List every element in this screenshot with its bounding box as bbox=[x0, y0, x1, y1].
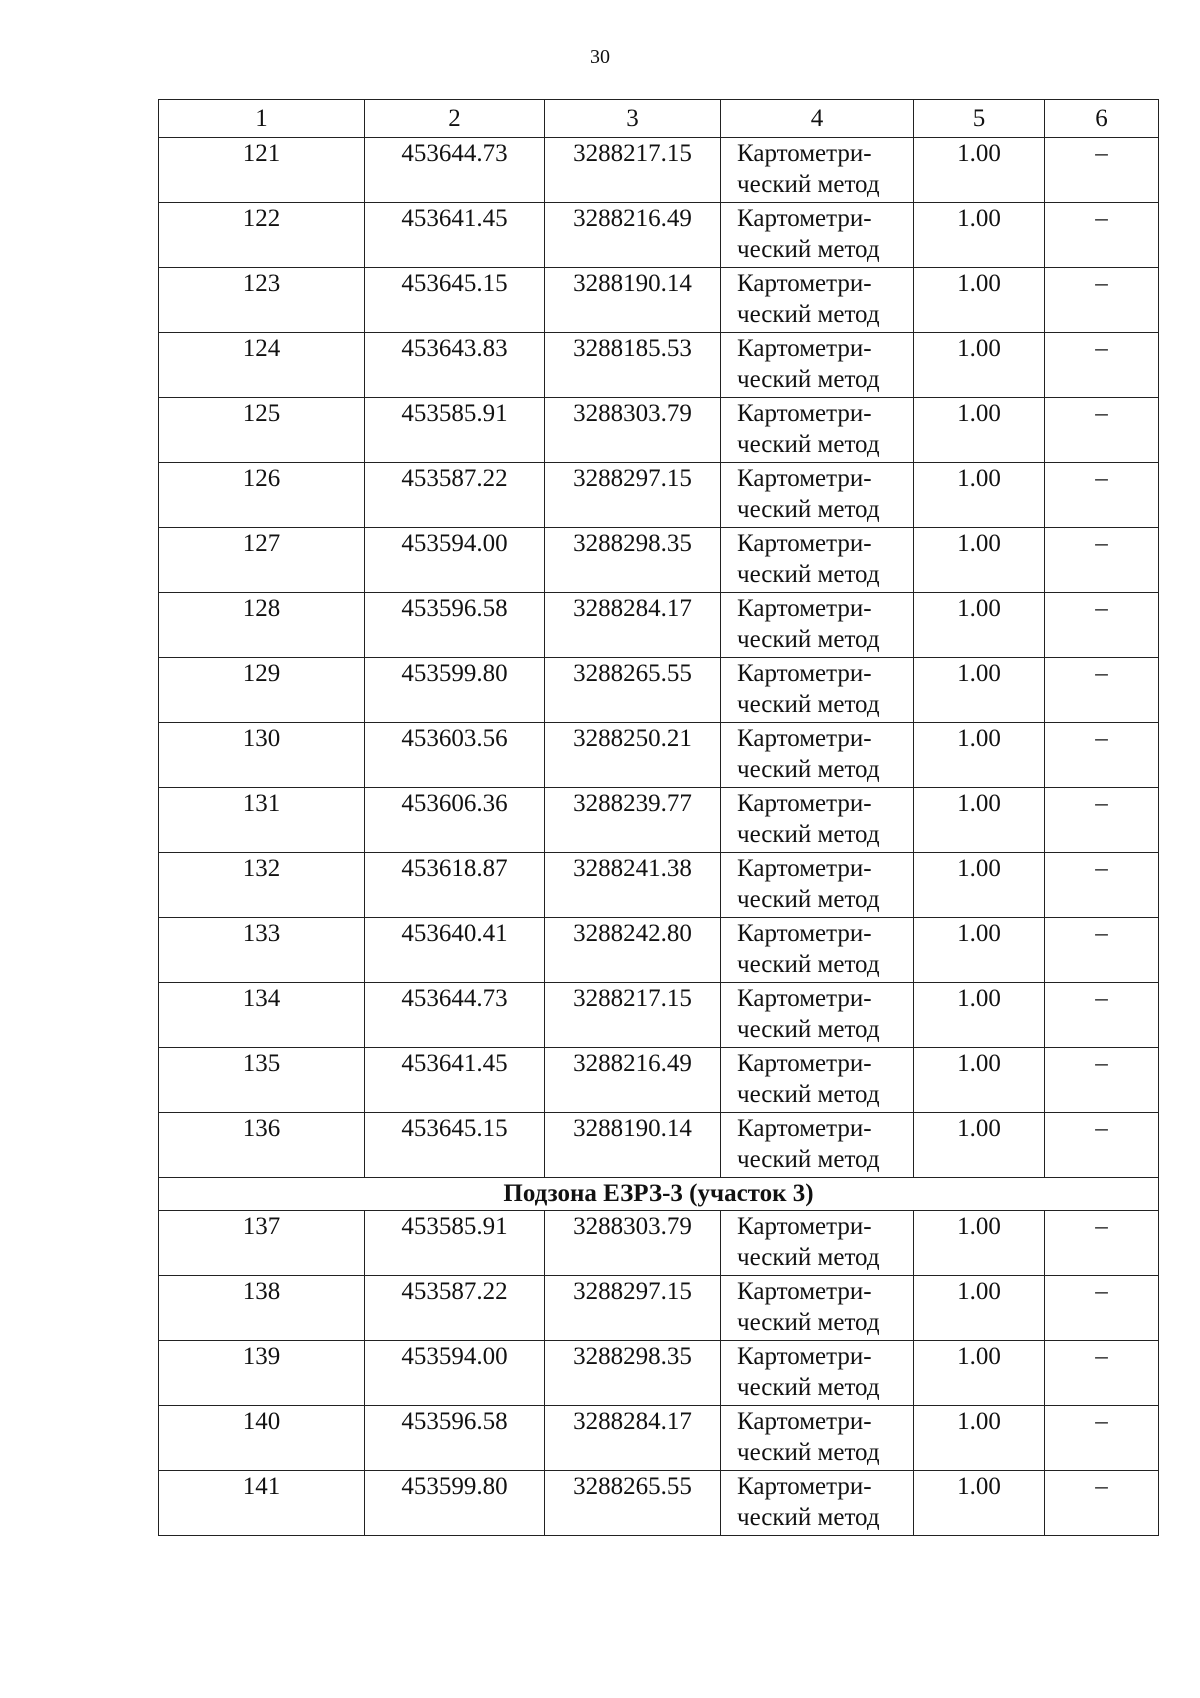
point-number-cell: 128 bbox=[159, 593, 365, 658]
method-cell bbox=[721, 138, 914, 203]
method-line-2: ческий метод bbox=[737, 756, 880, 783]
point-number-cell: 133 bbox=[159, 918, 365, 983]
column-header-2: 2 bbox=[365, 100, 545, 138]
y-coordinate-cell: 3288250.21 bbox=[545, 723, 721, 788]
accuracy-cell: 1.00 bbox=[914, 398, 1045, 463]
table-row bbox=[159, 593, 1159, 658]
point-number-cell: 134 bbox=[159, 983, 365, 1048]
table-row bbox=[159, 268, 1159, 333]
table-row bbox=[159, 983, 1159, 1048]
accuracy-cell: 1.00 bbox=[914, 658, 1045, 723]
note-cell: – bbox=[1045, 788, 1159, 853]
method-cell bbox=[721, 268, 914, 333]
y-coordinate-cell: 3288239.77 bbox=[545, 788, 721, 853]
method-line-1: Картометри- bbox=[737, 985, 872, 1012]
method-line-2: ческий метод bbox=[737, 1504, 880, 1531]
note-cell: – bbox=[1045, 1341, 1159, 1406]
x-coordinate-cell: 453596.58 bbox=[365, 1406, 545, 1471]
method-line-2: ческий метод bbox=[737, 1146, 880, 1173]
table-row bbox=[159, 463, 1159, 528]
accuracy-cell: 1.00 bbox=[914, 1211, 1045, 1276]
column-header-4: 4 bbox=[721, 100, 914, 138]
point-number-cell: 126 bbox=[159, 463, 365, 528]
method-cell bbox=[721, 333, 914, 398]
table-row bbox=[159, 203, 1159, 268]
method-cell bbox=[721, 1048, 914, 1113]
accuracy-cell: 1.00 bbox=[914, 203, 1045, 268]
point-number-cell: 131 bbox=[159, 788, 365, 853]
method-line-1: Картометри- bbox=[737, 530, 872, 557]
table-row bbox=[159, 1276, 1159, 1341]
method-line-1: Картометри- bbox=[737, 855, 872, 882]
accuracy-cell: 1.00 bbox=[914, 1341, 1045, 1406]
point-number-cell: 127 bbox=[159, 528, 365, 593]
method-cell bbox=[721, 1471, 914, 1536]
point-number-cell: 121 bbox=[159, 138, 365, 203]
method-line-2: ческий метод bbox=[737, 431, 880, 458]
table-row bbox=[159, 723, 1159, 788]
method-line-2: ческий метод bbox=[737, 691, 880, 718]
accuracy-cell: 1.00 bbox=[914, 1406, 1045, 1471]
table-row bbox=[159, 1048, 1159, 1113]
y-coordinate-cell: 3288217.15 bbox=[545, 138, 721, 203]
method-cell bbox=[721, 853, 914, 918]
x-coordinate-cell: 453643.83 bbox=[365, 333, 545, 398]
y-coordinate-cell: 3288298.35 bbox=[545, 528, 721, 593]
note-cell: – bbox=[1045, 203, 1159, 268]
x-coordinate-cell: 453585.91 bbox=[365, 1211, 545, 1276]
x-coordinate-cell: 453585.91 bbox=[365, 398, 545, 463]
accuracy-cell: 1.00 bbox=[914, 593, 1045, 658]
section-title-row bbox=[159, 1178, 1159, 1211]
y-coordinate-cell: 3288185.53 bbox=[545, 333, 721, 398]
column-header-3: 3 bbox=[545, 100, 721, 138]
note-cell: – bbox=[1045, 398, 1159, 463]
method-line-1: Картометри- bbox=[737, 790, 872, 817]
column-header-1: 1 bbox=[159, 100, 365, 138]
table-row bbox=[159, 1113, 1159, 1178]
method-cell bbox=[721, 463, 914, 528]
table-row bbox=[159, 398, 1159, 463]
method-line-2: ческий метод bbox=[737, 1309, 880, 1336]
table-row bbox=[159, 1471, 1159, 1536]
table-row bbox=[159, 528, 1159, 593]
method-line-1: Картометри- bbox=[737, 1278, 872, 1305]
x-coordinate-cell: 453618.87 bbox=[365, 853, 545, 918]
point-number-cell: 137 bbox=[159, 1211, 365, 1276]
method-cell bbox=[721, 1276, 914, 1341]
table-row bbox=[159, 1406, 1159, 1471]
table-row bbox=[159, 853, 1159, 918]
point-number-cell: 125 bbox=[159, 398, 365, 463]
method-line-1: Картометри- bbox=[737, 660, 872, 687]
table-row bbox=[159, 1341, 1159, 1406]
x-coordinate-cell: 453587.22 bbox=[365, 1276, 545, 1341]
x-coordinate-cell: 453640.41 bbox=[365, 918, 545, 983]
method-line-1: Картометри- bbox=[737, 400, 872, 427]
method-line-1: Картометри- bbox=[737, 595, 872, 622]
note-cell: – bbox=[1045, 1211, 1159, 1276]
note-cell: – bbox=[1045, 1471, 1159, 1536]
y-coordinate-cell: 3288217.15 bbox=[545, 983, 721, 1048]
table-body bbox=[159, 138, 1159, 1536]
x-coordinate-cell: 453641.45 bbox=[365, 1048, 545, 1113]
x-coordinate-cell: 453644.73 bbox=[365, 138, 545, 203]
point-number-cell: 140 bbox=[159, 1406, 365, 1471]
x-coordinate-cell: 453645.15 bbox=[365, 268, 545, 333]
method-line-1: Картометри- bbox=[737, 1050, 872, 1077]
x-coordinate-cell: 453587.22 bbox=[365, 463, 545, 528]
method-cell bbox=[721, 398, 914, 463]
note-cell: – bbox=[1045, 853, 1159, 918]
column-header-6: 6 bbox=[1045, 100, 1159, 138]
method-line-1: Картометри- bbox=[737, 1115, 872, 1142]
accuracy-cell: 1.00 bbox=[914, 138, 1045, 203]
method-line-2: ческий метод bbox=[737, 171, 880, 198]
y-coordinate-cell: 3288265.55 bbox=[545, 1471, 721, 1536]
method-line-2: ческий метод bbox=[737, 886, 880, 913]
note-cell: – bbox=[1045, 463, 1159, 528]
method-cell bbox=[721, 203, 914, 268]
y-coordinate-cell: 3288284.17 bbox=[545, 593, 721, 658]
x-coordinate-cell: 453644.73 bbox=[365, 983, 545, 1048]
accuracy-cell: 1.00 bbox=[914, 528, 1045, 593]
point-number-cell: 129 bbox=[159, 658, 365, 723]
y-coordinate-cell: 3288216.49 bbox=[545, 203, 721, 268]
x-coordinate-cell: 453594.00 bbox=[365, 528, 545, 593]
accuracy-cell: 1.00 bbox=[914, 463, 1045, 528]
point-number-cell: 132 bbox=[159, 853, 365, 918]
note-cell: – bbox=[1045, 1048, 1159, 1113]
method-line-1: Картометри- bbox=[737, 1408, 872, 1435]
y-coordinate-cell: 3288190.14 bbox=[545, 268, 721, 333]
table-row bbox=[159, 1211, 1159, 1276]
method-cell bbox=[721, 788, 914, 853]
note-cell: – bbox=[1045, 528, 1159, 593]
method-line-2: ческий метод bbox=[737, 1081, 880, 1108]
method-line-2: ческий метод bbox=[737, 821, 880, 848]
accuracy-cell: 1.00 bbox=[914, 1048, 1045, 1113]
x-coordinate-cell: 453594.00 bbox=[365, 1341, 545, 1406]
method-line-1: Картометри- bbox=[737, 270, 872, 297]
note-cell: – bbox=[1045, 1113, 1159, 1178]
y-coordinate-cell: 3288303.79 bbox=[545, 398, 721, 463]
point-number-cell: 122 bbox=[159, 203, 365, 268]
y-coordinate-cell: 3288303.79 bbox=[545, 1211, 721, 1276]
note-cell: – bbox=[1045, 593, 1159, 658]
accuracy-cell: 1.00 bbox=[914, 853, 1045, 918]
x-coordinate-cell: 453606.36 bbox=[365, 788, 545, 853]
accuracy-cell: 1.00 bbox=[914, 918, 1045, 983]
method-line-2: ческий метод bbox=[737, 236, 880, 263]
note-cell: – bbox=[1045, 333, 1159, 398]
method-line-1: Картометри- bbox=[737, 140, 872, 167]
method-line-1: Картометри- bbox=[737, 1473, 872, 1500]
method-line-1: Картометри- bbox=[737, 725, 872, 752]
point-number-cell: 136 bbox=[159, 1113, 365, 1178]
header-row bbox=[159, 100, 1159, 138]
section-title: Подзона ЕЗРЗ-3 (участок 3) bbox=[159, 1178, 1159, 1211]
y-coordinate-cell: 3288241.38 bbox=[545, 853, 721, 918]
note-cell: – bbox=[1045, 1406, 1159, 1471]
method-line-1: Картометри- bbox=[737, 465, 872, 492]
note-cell: – bbox=[1045, 138, 1159, 203]
note-cell: – bbox=[1045, 268, 1159, 333]
y-coordinate-cell: 3288297.15 bbox=[545, 1276, 721, 1341]
method-line-1: Картометри- bbox=[737, 1213, 872, 1240]
method-line-2: ческий метод bbox=[737, 561, 880, 588]
method-cell bbox=[721, 723, 914, 788]
method-line-2: ческий метод bbox=[737, 951, 880, 978]
method-cell bbox=[721, 528, 914, 593]
y-coordinate-cell: 3288190.14 bbox=[545, 1113, 721, 1178]
y-coordinate-cell: 3288242.80 bbox=[545, 918, 721, 983]
method-cell bbox=[721, 1341, 914, 1406]
method-line-2: ческий метод bbox=[737, 1439, 880, 1466]
method-cell bbox=[721, 918, 914, 983]
x-coordinate-cell: 453599.80 bbox=[365, 658, 545, 723]
accuracy-cell: 1.00 bbox=[914, 788, 1045, 853]
point-number-cell: 139 bbox=[159, 1341, 365, 1406]
point-number-cell: 138 bbox=[159, 1276, 365, 1341]
table-row bbox=[159, 138, 1159, 203]
method-line-2: ческий метод bbox=[737, 301, 880, 328]
x-coordinate-cell: 453603.56 bbox=[365, 723, 545, 788]
table-row bbox=[159, 788, 1159, 853]
point-number-cell: 130 bbox=[159, 723, 365, 788]
accuracy-cell: 1.00 bbox=[914, 268, 1045, 333]
point-number-cell: 135 bbox=[159, 1048, 365, 1113]
x-coordinate-cell: 453599.80 bbox=[365, 1471, 545, 1536]
point-number-cell: 123 bbox=[159, 268, 365, 333]
table-row bbox=[159, 918, 1159, 983]
method-line-1: Картометри- bbox=[737, 920, 872, 947]
x-coordinate-cell: 453596.58 bbox=[365, 593, 545, 658]
coordinates-table bbox=[158, 99, 1159, 1536]
method-line-1: Картометри- bbox=[737, 1343, 872, 1370]
y-coordinate-cell: 3288216.49 bbox=[545, 1048, 721, 1113]
table-row bbox=[159, 658, 1159, 723]
note-cell: – bbox=[1045, 983, 1159, 1048]
method-line-1: Картометри- bbox=[737, 335, 872, 362]
method-cell bbox=[721, 658, 914, 723]
method-cell bbox=[721, 1406, 914, 1471]
accuracy-cell: 1.00 bbox=[914, 1276, 1045, 1341]
method-line-2: ческий метод bbox=[737, 366, 880, 393]
accuracy-cell: 1.00 bbox=[914, 723, 1045, 788]
note-cell: – bbox=[1045, 658, 1159, 723]
method-cell bbox=[721, 1113, 914, 1178]
page-number: 30 bbox=[590, 46, 610, 68]
method-cell bbox=[721, 983, 914, 1048]
x-coordinate-cell: 453641.45 bbox=[365, 203, 545, 268]
method-line-2: ческий метод bbox=[737, 1374, 880, 1401]
accuracy-cell: 1.00 bbox=[914, 1113, 1045, 1178]
method-line-1: Картометри- bbox=[737, 205, 872, 232]
method-line-2: ческий метод bbox=[737, 626, 880, 653]
table-header bbox=[159, 100, 1159, 138]
y-coordinate-cell: 3288284.17 bbox=[545, 1406, 721, 1471]
point-number-cell: 124 bbox=[159, 333, 365, 398]
x-coordinate-cell: 453645.15 bbox=[365, 1113, 545, 1178]
method-line-2: ческий метод bbox=[737, 1244, 880, 1271]
y-coordinate-cell: 3288265.55 bbox=[545, 658, 721, 723]
accuracy-cell: 1.00 bbox=[914, 983, 1045, 1048]
method-cell bbox=[721, 593, 914, 658]
column-header-5: 5 bbox=[914, 100, 1045, 138]
note-cell: – bbox=[1045, 918, 1159, 983]
method-line-2: ческий метод bbox=[737, 1016, 880, 1043]
accuracy-cell: 1.00 bbox=[914, 1471, 1045, 1536]
note-cell: – bbox=[1045, 723, 1159, 788]
accuracy-cell: 1.00 bbox=[914, 333, 1045, 398]
method-line-2: ческий метод bbox=[737, 496, 880, 523]
y-coordinate-cell: 3288297.15 bbox=[545, 463, 721, 528]
y-coordinate-cell: 3288298.35 bbox=[545, 1341, 721, 1406]
note-cell: – bbox=[1045, 1276, 1159, 1341]
method-cell bbox=[721, 1211, 914, 1276]
point-number-cell: 141 bbox=[159, 1471, 365, 1536]
table-row bbox=[159, 333, 1159, 398]
